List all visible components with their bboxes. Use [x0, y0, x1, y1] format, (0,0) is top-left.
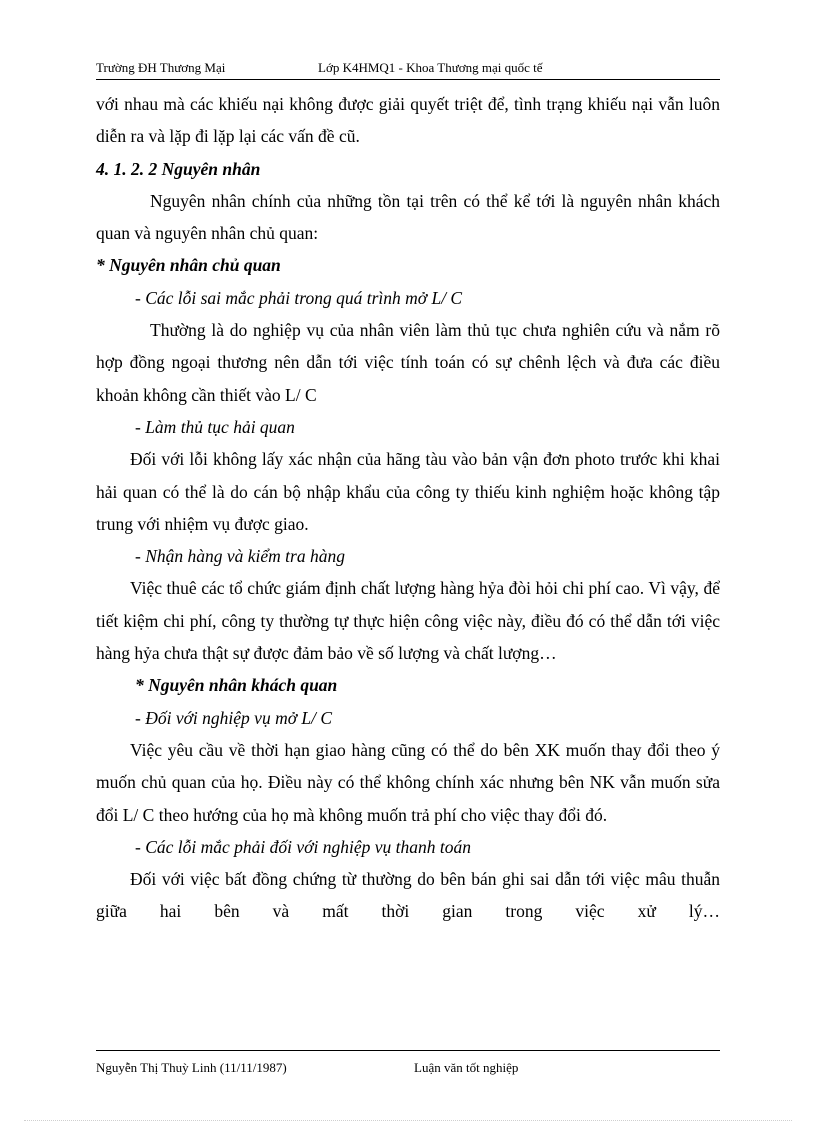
objective-causes-heading: * Nguyên nhân khách quan	[135, 675, 338, 696]
page-footer	[96, 1060, 720, 1078]
footer-document-type: Luận văn tốt nghiệp	[414, 1060, 519, 1075]
header-class: Lớp K4HMQ1 - Khoa Thương mại quốc tế	[318, 60, 543, 75]
payment-errors-subheading: - Các lỗi mắc phải đối với nghiệp vụ thanh toán	[135, 836, 471, 857]
lc-opening-subheading: - Đối với nghiệp vụ mở L/ C	[135, 707, 333, 728]
paragraph-lc-opening: Việc yêu cầu về thời hạn giao hàng cũng có thể do bên XK muốn thay đổi theo ý muốn chủ quan của họ. Điều này có thể không chính xác nhưng bên NK vẫn muốn sửa đổi L/ C theo hướng của họ mà không muốn trả phí cho việc thay đổi đó.	[96, 739, 720, 825]
customs-subheading: - Làm thủ tục hải quan	[135, 416, 295, 437]
paragraph-lc-errors: Thường là do nghiệp vụ của nhân viên làm thủ tục chưa nghiên cứu và nắm rõ hợp đồng ngoại thương nên dẫn tới việc tính toán có sự chênh lệch và đưa các điều khoản không cần thiết vào L/ C	[96, 320, 720, 405]
page-bottom-border	[24, 1120, 792, 1121]
header-divider	[96, 79, 720, 80]
header-school: Trường ĐH Thương Mại	[96, 60, 226, 75]
paragraph-receiving-goods: Việc thuê các tổ chức giám định chất lượng hàng hỷa đòi hỏi chi phí cao. Vì vậy, để tiết kiệm chi phí, công ty thường tự thực hiện công việc này, điều đó có thể dẫn tới việc hàng hỷa chưa thật sự được đảm bảo về số lượng và chất lượng…	[96, 578, 720, 664]
paragraph-causes: Nguyên nhân chính của những tồn tại trên có thể kể tới là nguyên nhân khách quan và nguyên nhân chủ quan:	[96, 190, 720, 244]
footer-divider	[96, 1050, 720, 1051]
lc-errors-subheading: - Các lỗi sai mắc phải trong quá trình mở L/ C	[135, 287, 463, 308]
page-header	[96, 60, 720, 79]
subjective-causes-heading: * Nguyên nhân chủ quan	[96, 255, 281, 276]
paragraph-customs: Đối với lỗi không lấy xác nhận của hãng tàu vào bản vận đơn photo trước khi khai hải quan có thể là do cán bộ nhập khẩu của công ty thiếu kinh nghiệm hoặc không tập trung với nhiệm vụ được giao.	[96, 449, 720, 534]
paragraph-intro: với nhau mà các khiếu nại không được giải quyết triệt để, tình trạng khiếu nại vẫn luôn diễn ra và lặp đi lặp lại các vấn đề cũ.	[96, 94, 720, 147]
paragraph-payment-errors: Đối với việc bất đồng chứng từ thường do bên bán ghi sai dẫn tới việc mâu thuẫn giữa hai bên và mất thời gian trong việc xử lý…	[96, 869, 720, 922]
section-heading: 4. 1. 2. 2 Nguyên nhân	[96, 158, 261, 179]
receiving-goods-subheading: - Nhận hàng và kiểm tra hàng	[135, 546, 345, 567]
document-body	[96, 88, 720, 928]
footer-author: Nguyễn Thị Thuỳ Linh (11/11/1987)	[96, 1060, 287, 1075]
